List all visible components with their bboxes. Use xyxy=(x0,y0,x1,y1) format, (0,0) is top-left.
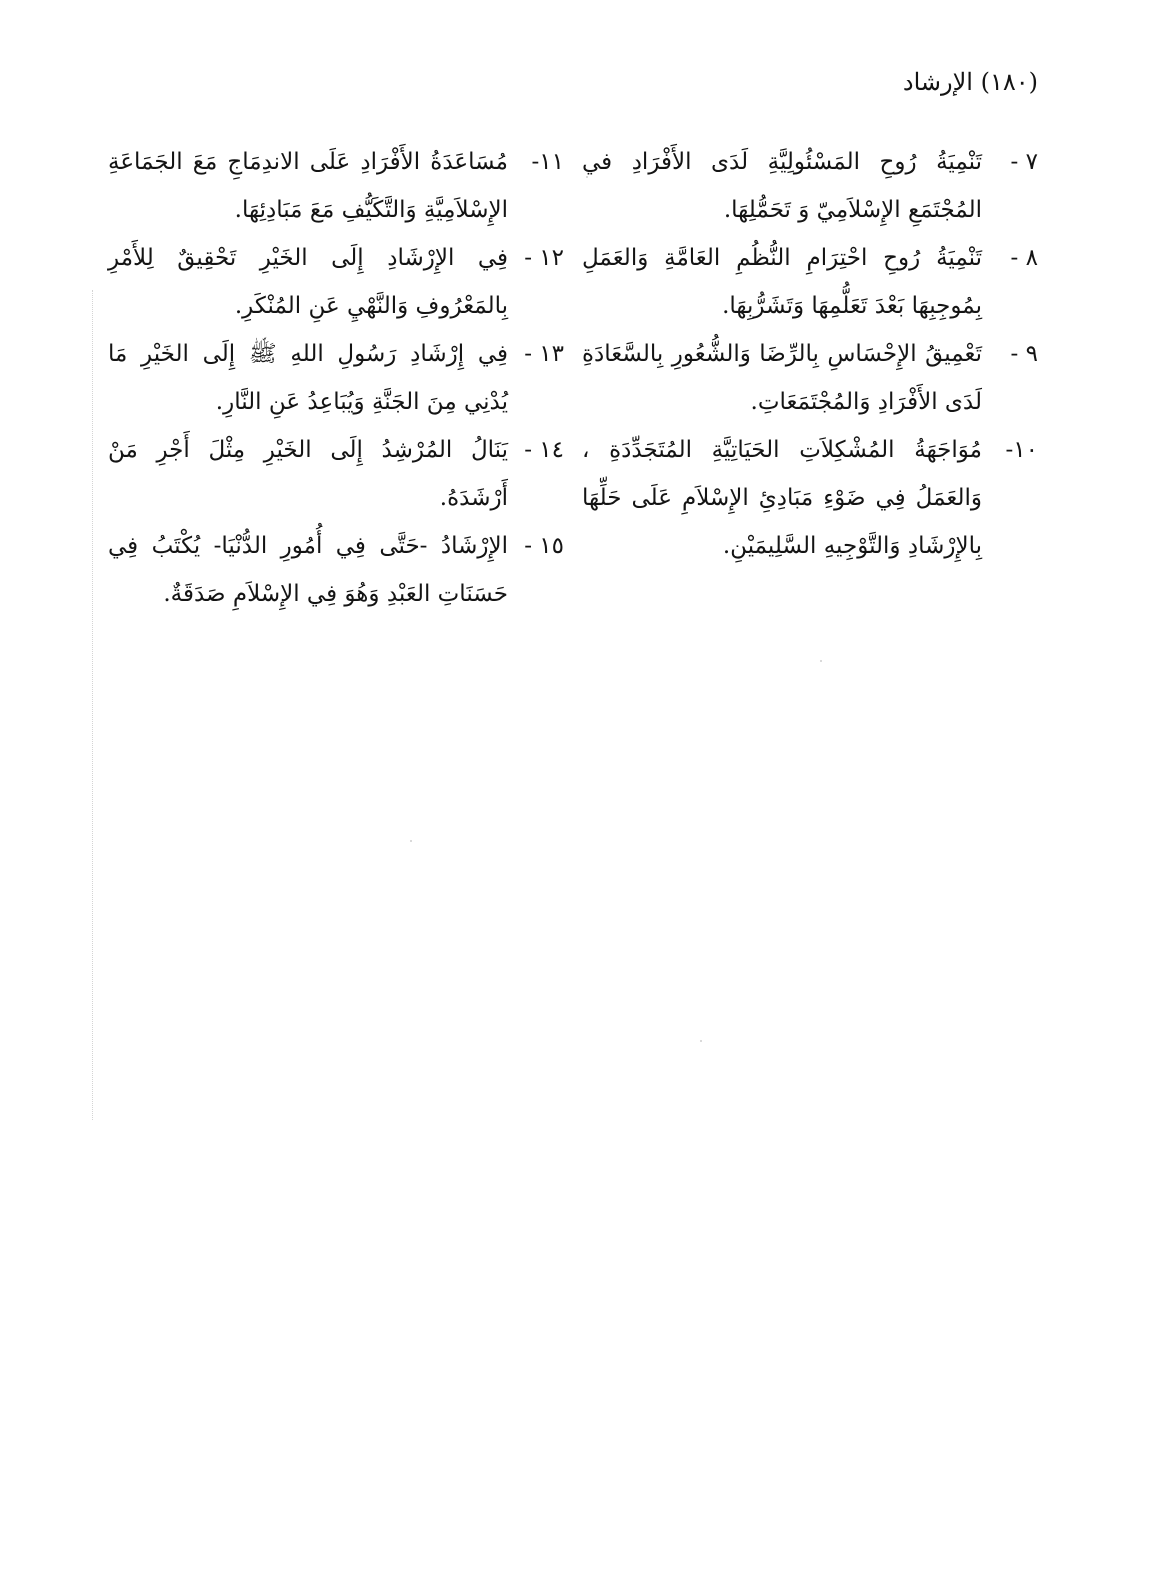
left-column xyxy=(108,138,564,618)
item-number: ٧ - xyxy=(1010,149,1038,175)
scan-speck xyxy=(410,840,412,842)
item-text: تَنْمِيَةُ رُوحِ المَسْئُولِيَّةِ لَدَى الأَفْرَادِ في المُجْتَمَعِ الإِسْلاَمِيّ وَ تَحَمُّلِهَا. xyxy=(582,149,982,223)
scan-speck xyxy=(820,660,822,662)
item-text: فِي الإِرْشَادِ إِلَى الخَيْرِ تَحْقِيقٌ لِلأَمْرِ بِالمَعْرُوفِ وَالنَّهْيِ عَنِ المُنْكَرِ. xyxy=(108,245,508,319)
scan-margin-artifact xyxy=(92,290,93,1120)
item-number: ١٤ - xyxy=(524,437,564,463)
right-column xyxy=(582,138,1038,570)
list-item xyxy=(582,138,1038,234)
scan-speck xyxy=(700,1040,702,1042)
page-number-and-title: (١٨٠) الإرشاد xyxy=(902,68,1038,96)
item-text: مُوَاجَهَةُ المُشْكِلاَتِ الحَيَاتِيَّةِ المُتَجَدِّدَةِ ، وَالعَمَلُ فِي ضَوْءِ مَبَادِئِ الإِسْلاَمِ عَلَى حَلِّهَا بِالإِرْشَادِ وَالتَّوْجِيهِ السَّلِيمَيْنِ. xyxy=(582,437,982,559)
item-number: ٨ - xyxy=(1010,245,1038,271)
list-item xyxy=(582,330,1038,426)
list-item xyxy=(108,330,564,426)
item-number: ١٣ - xyxy=(524,341,564,367)
item-text: تَنْمِيَةُ رُوحِ احْتِرَامِ النُّظُمِ العَامَّةِ وَالعَمَلِ بِمُوجِبِهَا بَعْدَ تَعَلُّمِهَا وَتَشَرُّبِهَا. xyxy=(582,245,982,319)
list-item xyxy=(108,234,564,330)
list-item xyxy=(582,234,1038,330)
item-text: مُسَاعَدَةُ الأَفْرَادِ عَلَى الاندِمَاجِ مَعَ الجَمَاعَةِ الإِسْلاَمِيَّةِ وَالتَّكَيُّفِ مَعَ مَبَادِئِهَا. xyxy=(108,149,508,223)
list-item xyxy=(108,426,564,522)
list-item xyxy=(582,426,1038,570)
item-text: الإِرْشَادُ -حَتَّى فِي أُمُورِ الدُّنْيَا- يُكْتَبُ فِي حَسَنَاتِ العَبْدِ وَهُوَ فِي الإِسْلاَمِ صَدَقَةٌ. xyxy=(108,533,508,607)
item-number: ٩ - xyxy=(1010,341,1038,367)
running-header xyxy=(903,64,1038,100)
item-text: يَنَالُ المُرْشِدُ إِلَى الخَيْرِ مِثْلَ أَجْرِ مَنْ أَرْشَدَهُ. xyxy=(108,437,508,511)
list-item xyxy=(108,138,564,234)
list-item xyxy=(108,522,564,618)
scan-speck xyxy=(586,176,588,178)
item-number: ١١- xyxy=(531,149,564,175)
item-text: فِي إِرْشَادِ رَسُولِ اللهِ ﷺ إِلَى الخَيْرِ مَا يُدْنِي مِنَ الجَنَّةِ وَيُبَاعِدُ عَنِ النَّارِ. xyxy=(108,341,508,415)
item-text: تَعْمِيقُ الإِحْسَاسِ بِالرِّضَا وَالشُّعُورِ بِالسَّعَادَةِ لَدَى الأَفْرَادِ وَالمُجْتَمَعَاتِ. xyxy=(582,341,982,415)
item-number: ١٢ - xyxy=(524,245,564,271)
item-number: ١٥ - xyxy=(524,533,564,559)
item-number: ١٠- xyxy=(1005,437,1038,463)
